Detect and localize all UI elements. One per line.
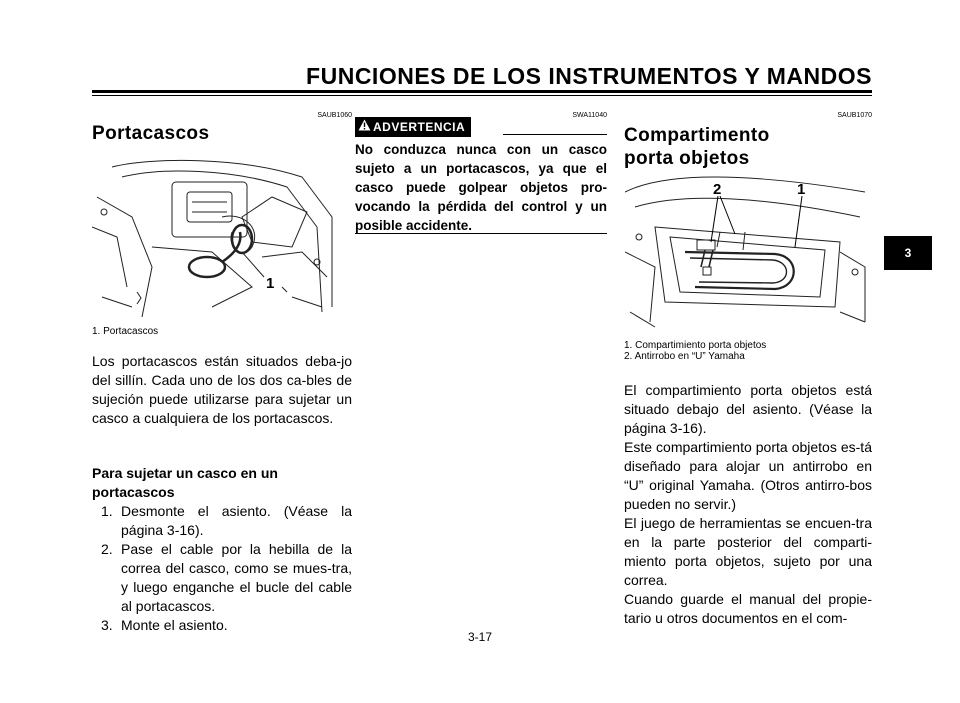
- step-text: Pase el cable por la hebilla de la correa del casco, como se mues-tra, y luego enganche el bucle del cable al portacascos.: [121, 541, 352, 614]
- step-number: 2.: [101, 541, 113, 557]
- section-code-left: SAUB1060: [317, 112, 352, 119]
- paragraph-portacascos: Los portacascos están situados deba-jo del sillín. Cada uno de los dos ca-bles de sujeción puede utilizarse para sujetar un casco a cualquiera de los portacascos.: [92, 353, 352, 426]
- figure-helmet-holder: [92, 157, 337, 317]
- step-item: [92, 540, 352, 616]
- step-number: 1.: [101, 503, 113, 519]
- figure-captions-right: [624, 340, 872, 362]
- page-number: 3-17: [467, 630, 493, 644]
- paragraph: Este compartimiento porta objetos es-tá diseñado para alojar un antirrobo en “U” original Yamaha. (Otros antirro-bos pueden no servir.): [624, 439, 872, 512]
- caption-item: 2. Antirrobo en “U” Yamaha: [624, 351, 745, 362]
- section-code-right: SAUB1070: [837, 112, 872, 119]
- paragraphs-compartimento: [624, 381, 872, 628]
- step-item: [92, 616, 352, 635]
- figure-caption-left: 1. Portacascos: [92, 326, 159, 337]
- section-title-compartimento: Compartimento porta objetos: [624, 125, 770, 169]
- header-rule: [92, 90, 872, 93]
- subheading-sujetar-casco: Para sujetar un casco en un portacascos: [92, 465, 278, 500]
- helmet-holder-illustration: [92, 157, 337, 317]
- caption-item: 1. Compartimiento porta objetos: [624, 340, 767, 351]
- storage-compartment-illustration: [625, 172, 870, 330]
- warning-badge: [355, 117, 471, 137]
- warning-label: ADVERTENCIA: [373, 120, 466, 134]
- step-item: [92, 502, 352, 540]
- chapter-tab: 3: [884, 236, 932, 270]
- warning-header: [355, 117, 471, 137]
- step-number: 3.: [101, 617, 113, 633]
- page-header-title: FUNCIONES DE LOS INSTRUMENTOS Y MANDOS: [306, 63, 872, 89]
- warning-triangle-icon: [358, 119, 371, 131]
- warning-text: No conduzca nunca con un casco sujeto a un portacascos, ya que el casco puede golpear objetos pro-vocando la pérdida del control y un posible accidente.: [355, 142, 607, 233]
- figure-storage-compartment: [625, 172, 870, 330]
- step-text: Monte el asiento.: [121, 617, 228, 633]
- warning-top-rule: [503, 134, 607, 135]
- steps-list: [92, 502, 352, 635]
- section-code-middle: SWA11040: [572, 112, 607, 119]
- figure-callout-2: 2: [713, 181, 722, 198]
- warning-bottom-rule: [355, 233, 607, 234]
- paragraph: El compartimiento porta objetos está situado debajo del asiento. (Véase la página 3-16).: [624, 382, 872, 436]
- header-rule-thin: [92, 95, 872, 96]
- step-text: Desmonte el asiento. (Véase la página 3-16).: [121, 503, 352, 538]
- paragraph: Cuando guarde el manual del propie-tario u otros documentos en el com-: [624, 591, 872, 626]
- figure-callout-1-right: 1: [797, 181, 806, 198]
- figure-callout-1: 1: [266, 275, 275, 292]
- section-title-portacascos: Portacascos: [92, 123, 210, 144]
- paragraph: El juego de herramientas se encuen-tra en la parte posterior del comparti-miento porta objetos, sujeto por una correa.: [624, 515, 872, 588]
